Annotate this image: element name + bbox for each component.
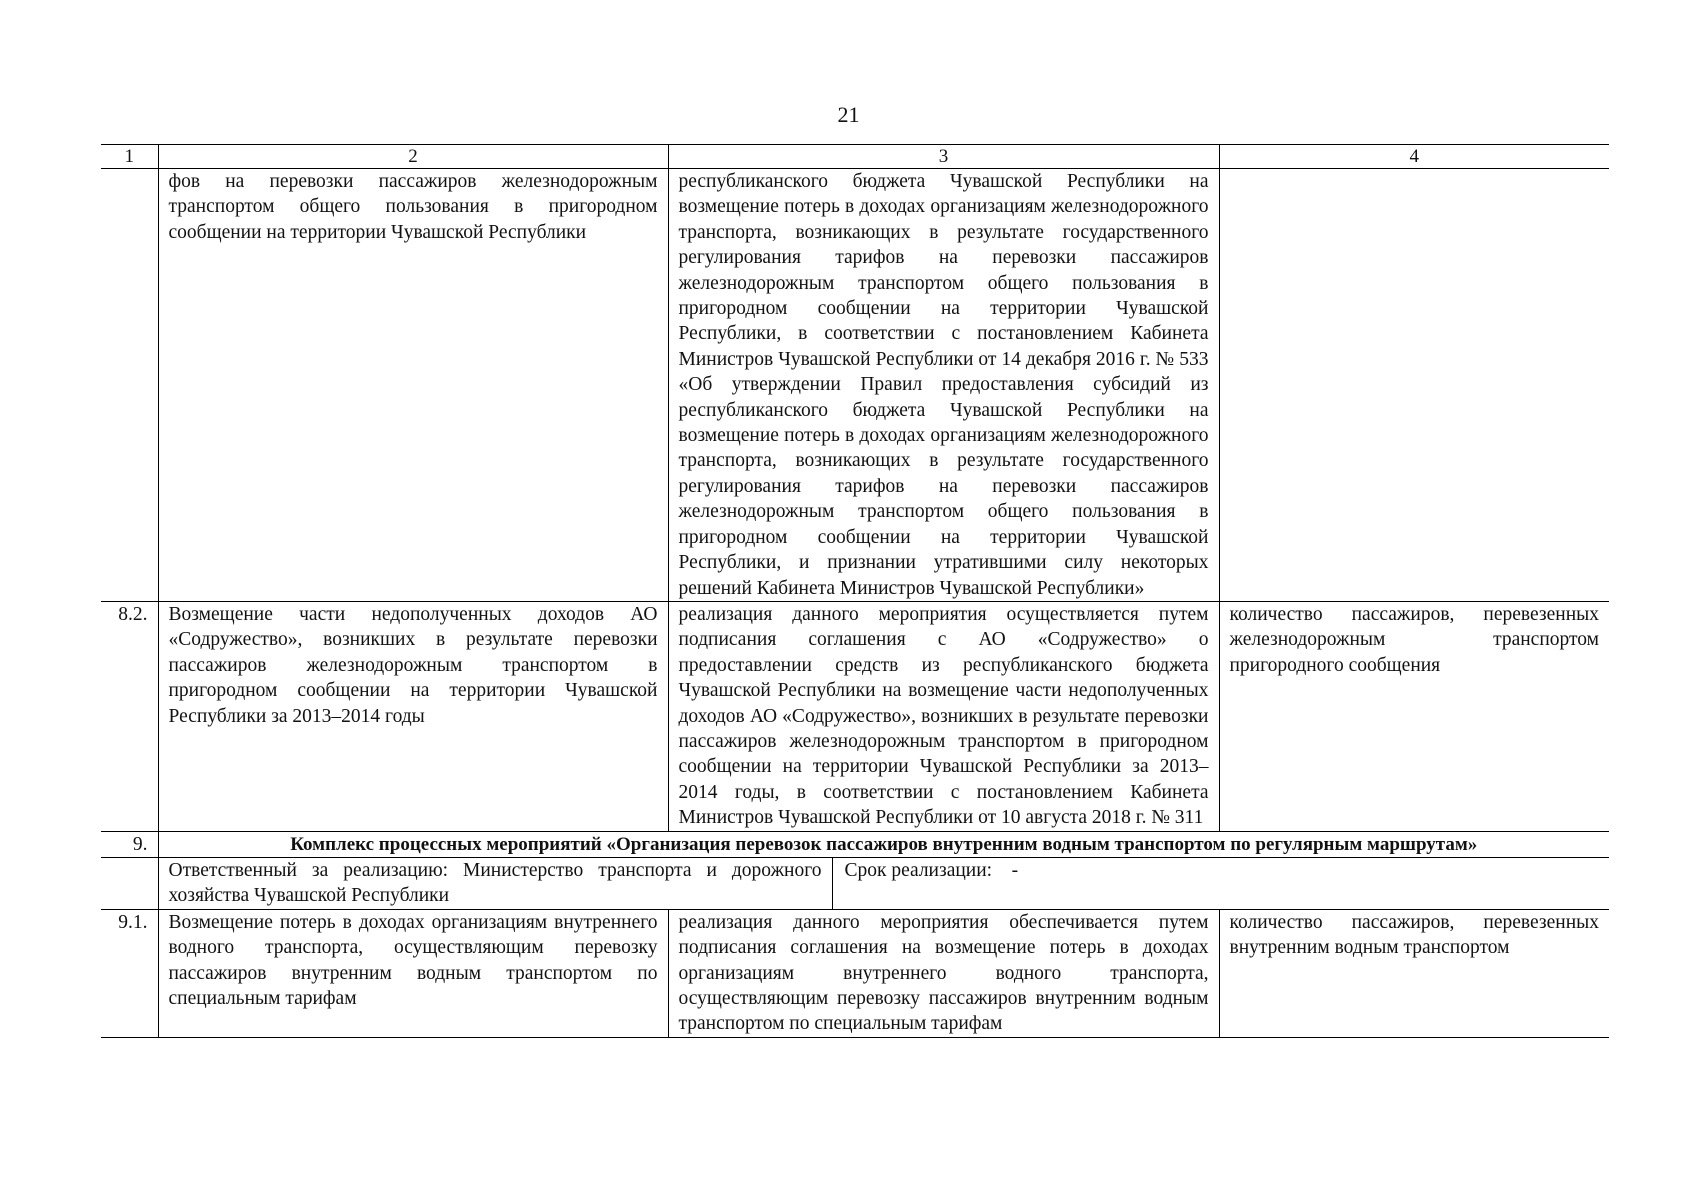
column-number-row xyxy=(101,145,1609,169)
measure-name-cell: Возмещение потерь в доходах организациям внутреннего водного транспорта, осуществляющим перевозку пассажиров внутренним водным транспортом по специальным тарифам xyxy=(158,909,668,1037)
row-number-cell: 9.1. xyxy=(101,909,158,1037)
responsible-cell xyxy=(158,857,1609,909)
measure-indicator-cell xyxy=(1219,169,1609,602)
term-text: Срок реализации: - xyxy=(844,859,1019,881)
table-row-9-responsible xyxy=(101,857,1609,909)
responsible-text: Ответственный за реализацию: Министерство транспорта и дорожного хозяйства Чувашской Республики xyxy=(159,858,833,909)
column-number-2: 2 xyxy=(158,145,668,169)
row-number-cell: 9. xyxy=(101,831,158,857)
column-number-4: 4 xyxy=(1219,145,1609,169)
table-row-9-section xyxy=(101,831,1609,857)
row-number-cell: 8.2. xyxy=(101,601,158,831)
measure-indicator-cell: количество пассажиров, перевезенных железнодорожным транспортом пригородного сообщения xyxy=(1219,601,1609,831)
measure-description-cell: реализация данного мероприятия обеспечивается путем подписания соглашения на возмещение потерь в доходах организациям внутреннего водного транспорта, осуществляющим перевозку пассажиров внутренним водным транспортом по специальным тарифам xyxy=(668,909,1219,1037)
measure-name-cell: фов на перевозки пассажиров железнодорожным транспортом общего пользования в пригородном сообщении на территории Чувашской Республики xyxy=(158,169,668,602)
column-number-3: 3 xyxy=(668,145,1219,169)
measures-table xyxy=(101,144,1609,1038)
measure-description-cell: реализация данного мероприятия осуществляется путем подписания соглашения с АО «Содружество» о предоставлении средств из республиканского бюджета Чувашской Республики на возмещение части недополученных доходов АО «Содружество», возникших в результате перевозки пассажиров железнодорожным транспортом в пригородном сообщении на территории Чувашской Республики за 2013–2014 годы, в соответствии с постановлением Кабинета Министров Чувашской Республики от 10 августа 2018 г. № 311 xyxy=(668,601,1219,831)
row-number-cell xyxy=(101,169,158,602)
table-row-9-1 xyxy=(101,909,1609,1037)
row-number-cell xyxy=(101,857,158,909)
page-number: 21 xyxy=(837,102,860,127)
table-row-8-2 xyxy=(101,601,1609,831)
measure-description-cell: республиканского бюджета Чувашской Республики на возмещение потерь в доходах организациям железнодорожного транспорта, возникающих в результате государственного регулирования тарифов на перевозки пассажиров железнодорожным транспортом общего пользования в пригородном сообщении на территории Чувашской Республики, в соответствии с постановлением Кабинета Министров Чувашской Республики от 14 декабря 2016 г. № 533 «Об утверждении Правил предоставления субсидий из республиканского бюджета Чувашской Республики на возмещение потерь в доходах организациям железнодорожного транспорта, возникающих в результате государственного регулирования тарифов на перевозки пассажиров железнодорожным транспортом общего пользования в пригородном сообщении на территории Чувашской Республики, и признании утратившими силу некоторых решений Кабинета Министров Чувашской Республики» xyxy=(668,169,1219,602)
measure-name-cell: Возмещение части недополученных доходов АО «Содружество», возникших в результате перевозки пассажиров железнодорожным транспортом в пригородном сообщении на территории Чувашской Республики за 2013–2014 годы xyxy=(158,601,668,831)
table-row-continuation xyxy=(101,169,1609,602)
column-number-1: 1 xyxy=(101,145,158,169)
measure-indicator-cell: количество пассажиров, перевезенных внутренним водным транспортом xyxy=(1219,909,1609,1037)
section-title: Комплекс процессных мероприятий «Организация перевозок пассажиров внутренним водным транспортом по регулярным маршрутам» xyxy=(158,831,1609,857)
